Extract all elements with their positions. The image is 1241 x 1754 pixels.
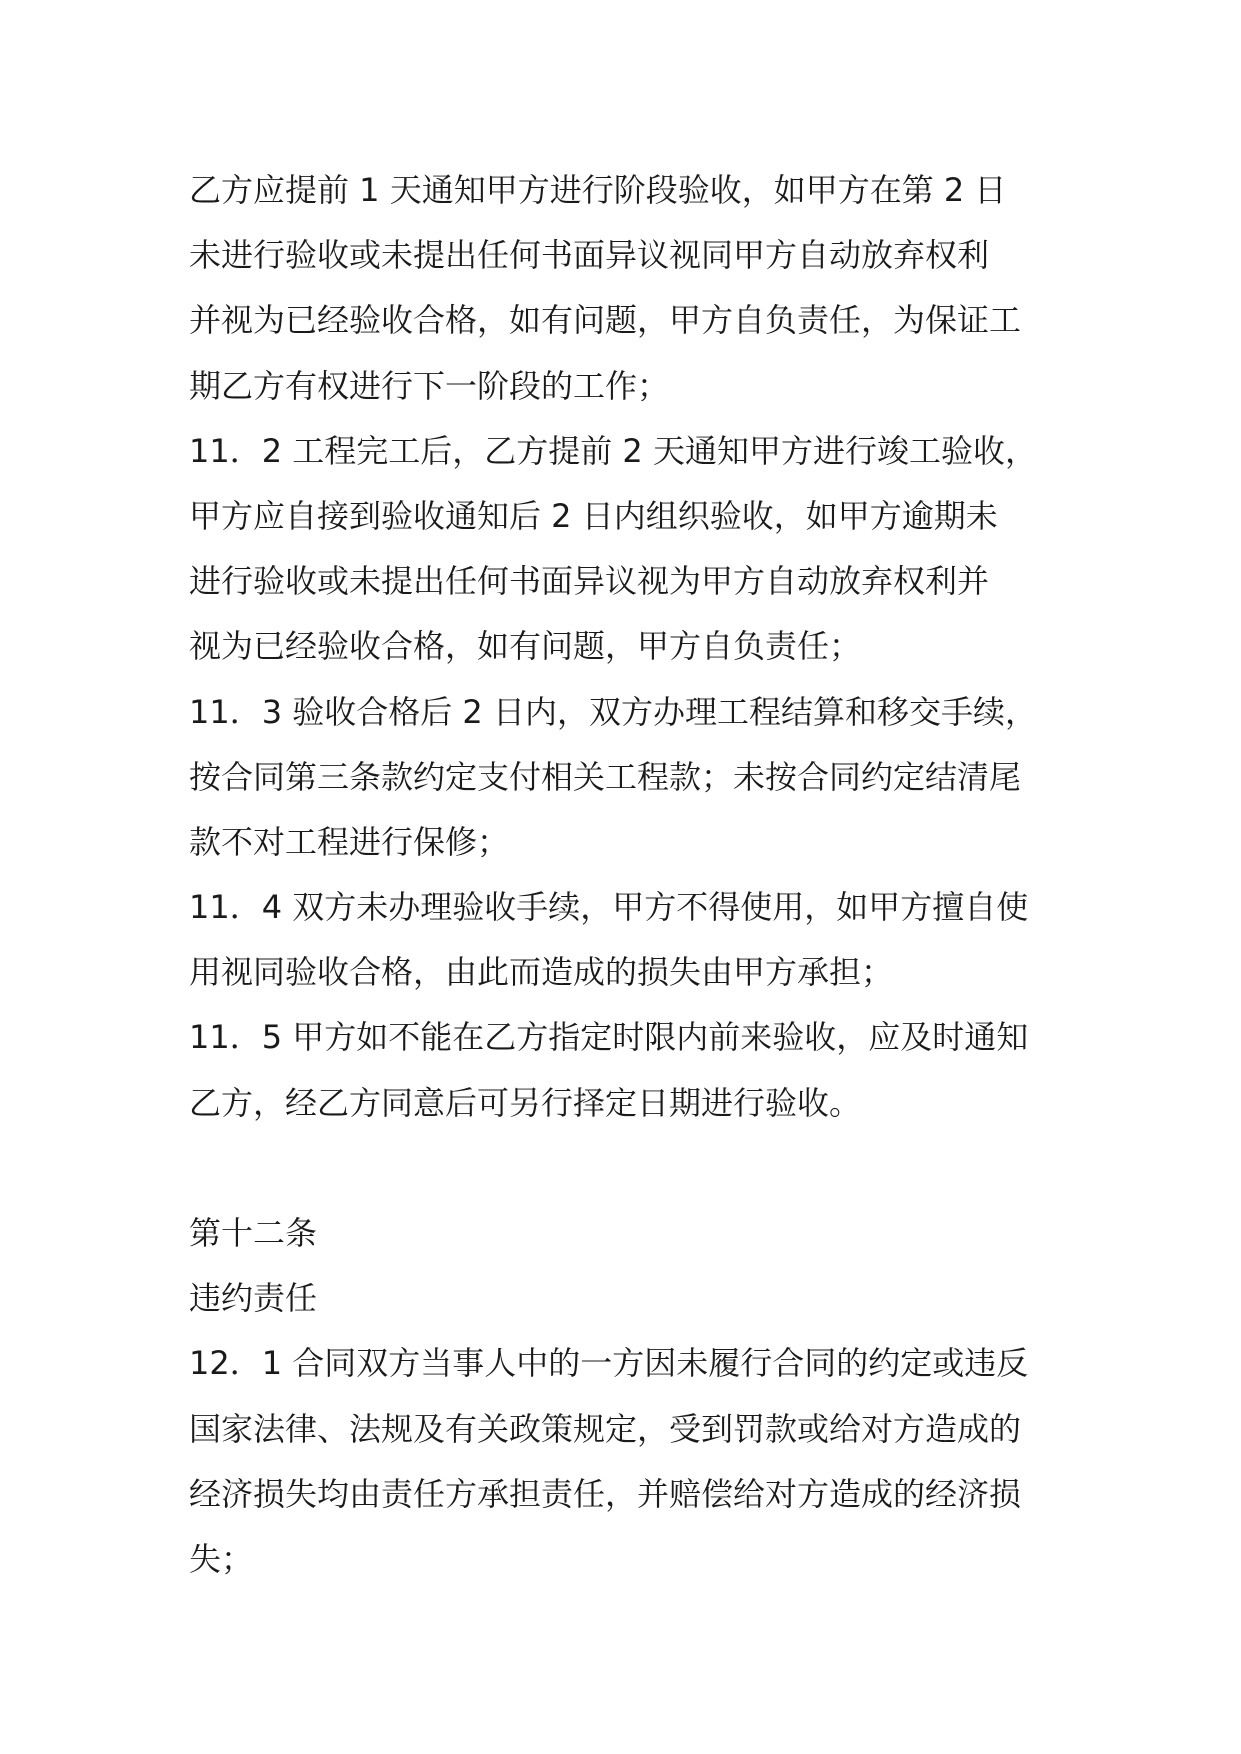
- text-line: 失；: [189, 1539, 254, 1578]
- text-line: 未进行验收或未提出任何书面异议视同甲方自动放弃权利: [189, 236, 990, 275]
- text-line: 乙方应提前 1 天通知甲方进行阶段验收，如甲方在第 2 日: [189, 171, 1007, 209]
- clause-12-1: 12．1 合同双方当事人中的一方因未履行合同的约定或违反: [189, 1344, 1029, 1383]
- clause-11-2: 11．2 工程完工后，乙方提前 2 天通知甲方进行竣工验收，: [189, 431, 1037, 470]
- text-line: 款不对工程进行保修；: [189, 822, 510, 861]
- text-line: 国家法律、法规及有关政策规定，受到罚款或给对方造成的: [189, 1409, 1022, 1448]
- text-line: 期乙方有权进行下一阶段的工作；: [189, 366, 670, 405]
- text-line: 按合同第三条款约定支付相关工程款；未按合同约定结清尾: [189, 757, 1022, 796]
- text-line: 经济损失均由责任方承担责任，并赔偿给对方造成的经济损: [189, 1474, 1022, 1513]
- clause-11-5: 11．5 甲方如不能在乙方指定时限内前来验收，应及时通知: [189, 1018, 1029, 1057]
- clause-11-3: 11．3 验收合格后 2 日内，双方办理工程结算和移交手续，: [189, 692, 1037, 731]
- text-line: 视为已经验收合格，如有问题，甲方自负责任；: [189, 627, 862, 666]
- text-line: 用视同验收合格，由此而造成的损失由甲方承担；: [189, 953, 894, 992]
- text-line: 乙方，经乙方同意后可另行择定日期进行验收。: [189, 1083, 862, 1122]
- document-body: [189, 158, 1089, 1592]
- article-number: 第十二条: [189, 1214, 318, 1252]
- clause-11-4: 11．4 双方未办理验收手续，甲方不得使用，如甲方擅自使: [189, 888, 1029, 927]
- paragraph-gap: [189, 1136, 1089, 1201]
- text-line: 并视为已经验收合格，如有问题，甲方自负责任，为保证工: [189, 301, 1022, 340]
- text-line: 进行验收或未提出任何书面异议视为甲方自动放弃权利并: [189, 562, 990, 601]
- article-title: 违约责任: [189, 1279, 318, 1318]
- text-line: 甲方应自接到验收通知后 2 日内组织验收，如甲方逾期未: [189, 496, 998, 535]
